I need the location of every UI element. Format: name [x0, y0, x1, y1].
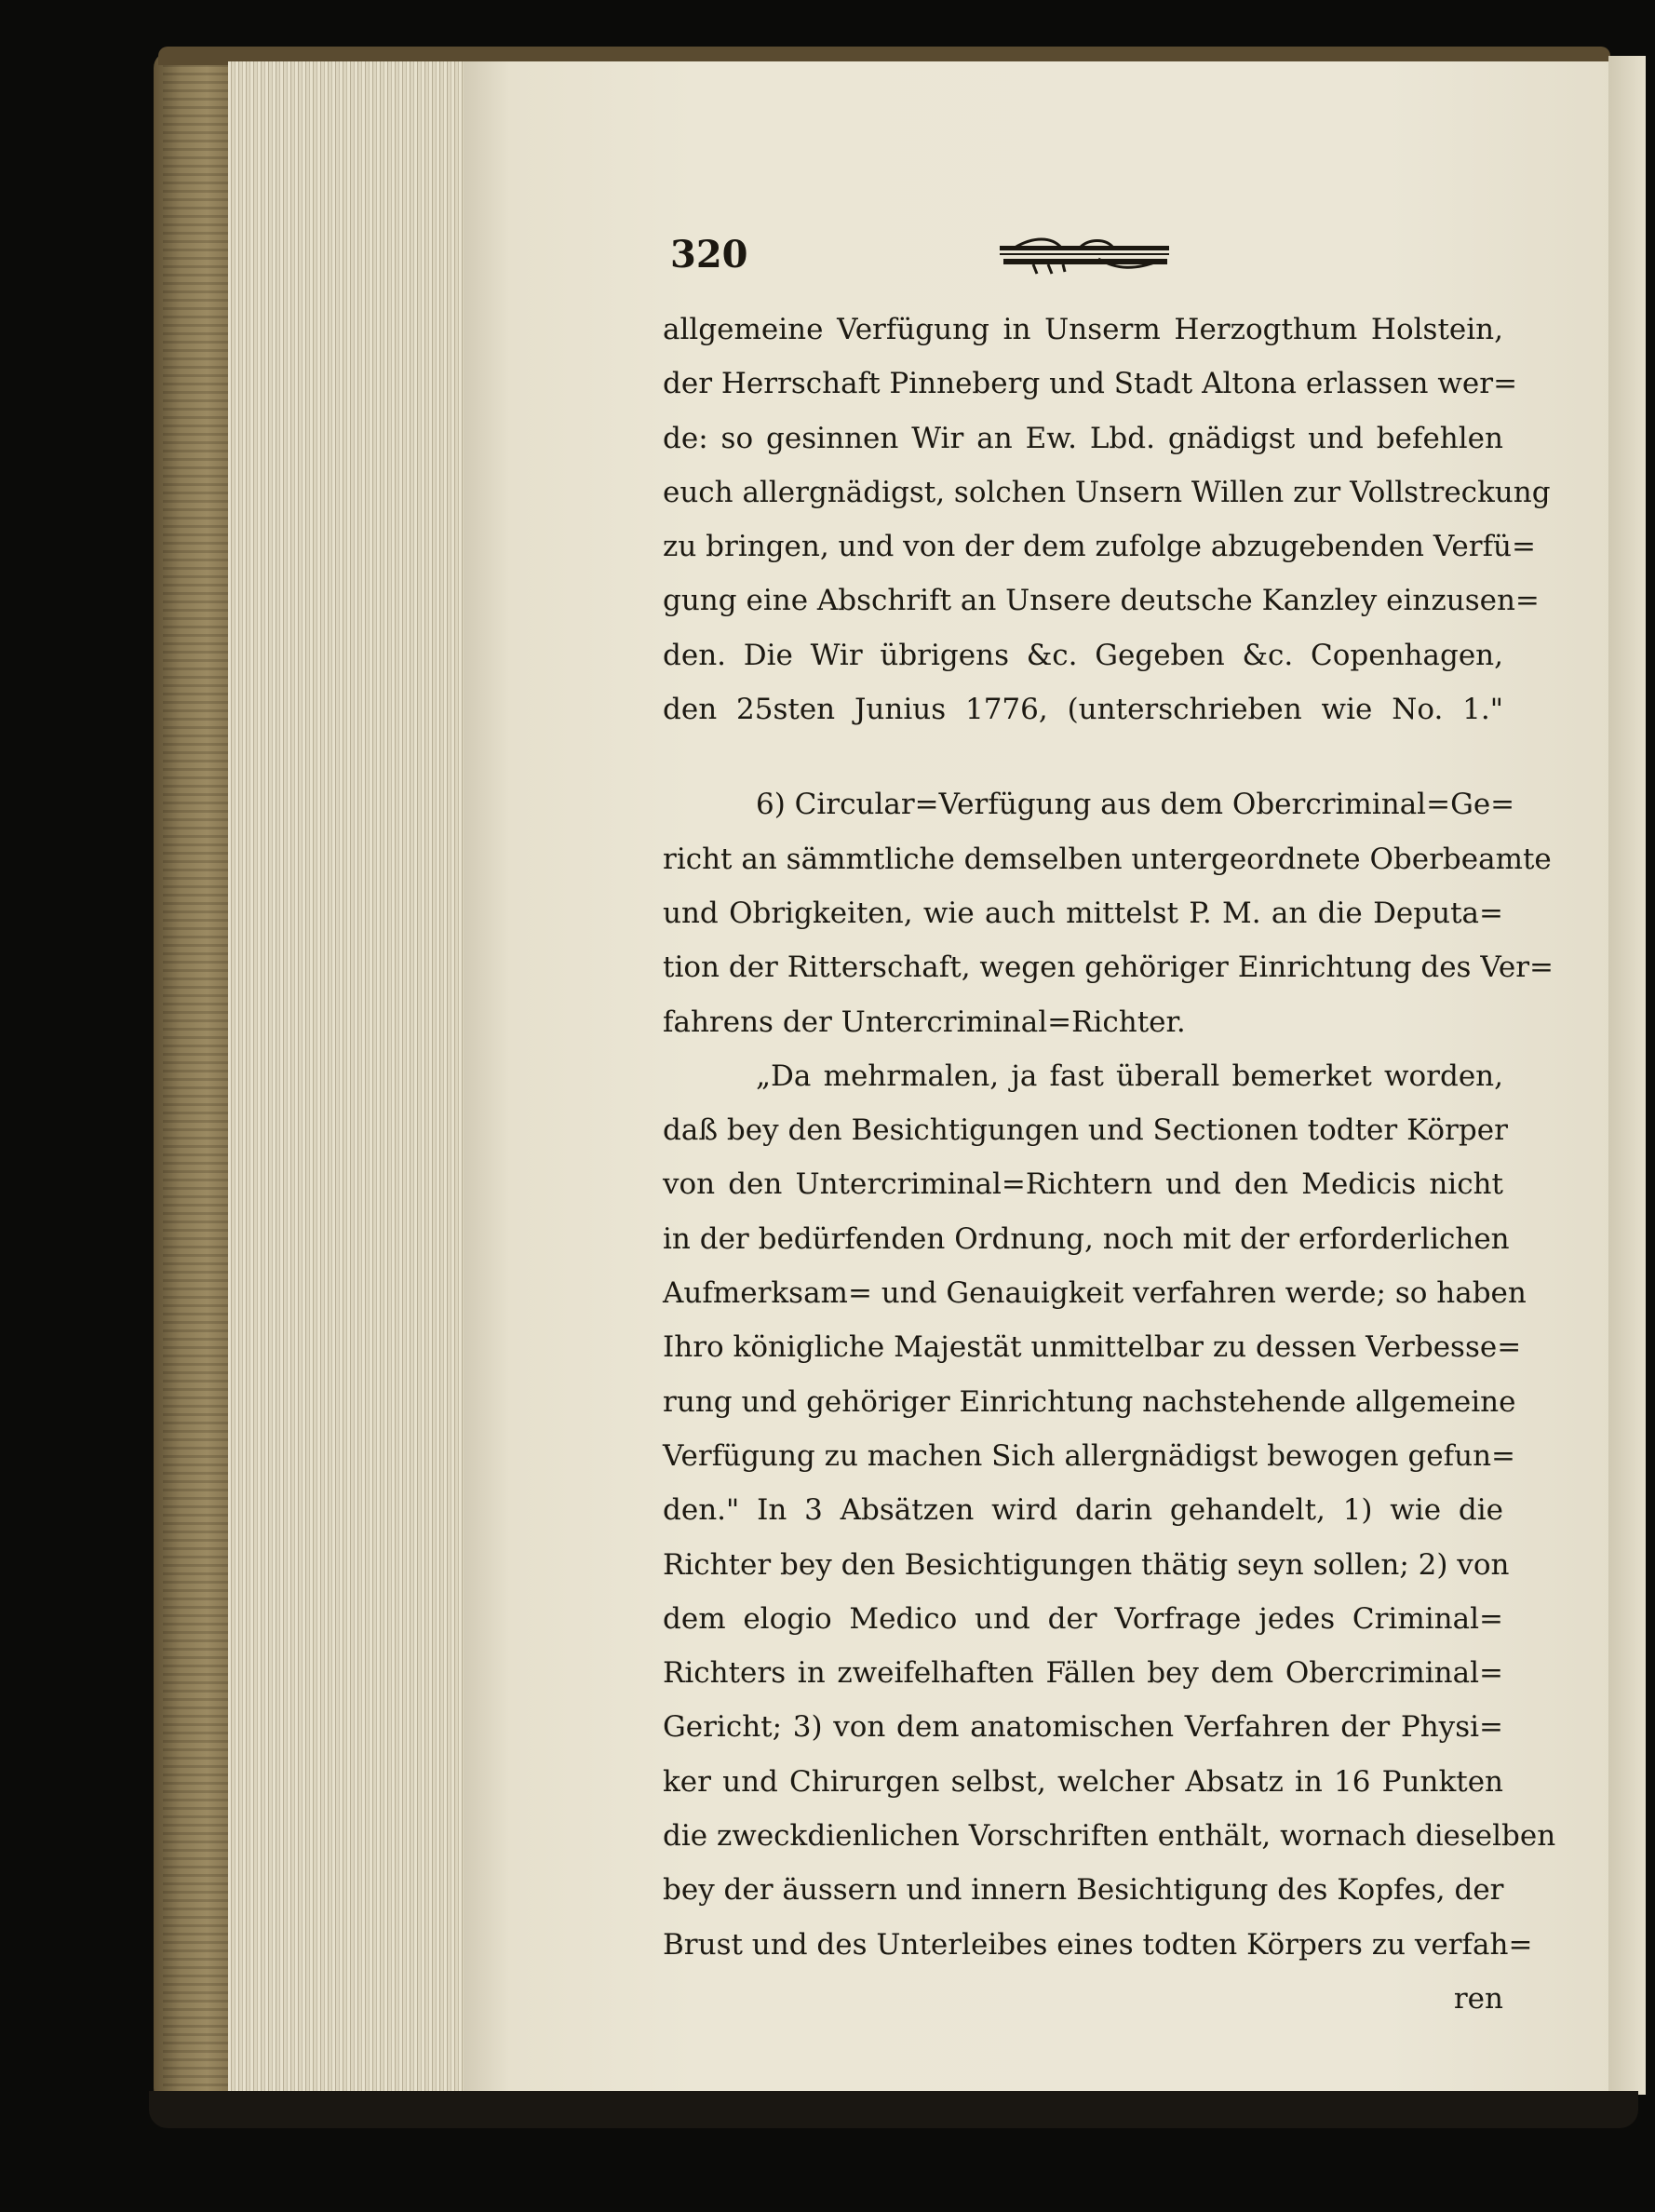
text-line: rung und gehöriger Einrichtung nachstehende allgemeine	[663, 1384, 1516, 1419]
text-line: euch allergnädigst, solchen Unsern Willen zur Vollstreckung	[663, 475, 1551, 509]
text-line: der Herrschaft Pinneberg und Stadt Altona erlassen wer=	[663, 367, 1518, 401]
catchword: ren	[1453, 1981, 1503, 2016]
page-number: 320	[670, 233, 748, 276]
text-line: in der bedürfenden Ordnung, noch mit der erforderlichen	[663, 1221, 1510, 1256]
page-text	[663, 303, 1556, 2026]
decorative-rule-ornament-icon	[996, 235, 1173, 276]
text-line: tion der Ritterschaft, wegen gehöriger Einrichtung des Ver=	[663, 951, 1554, 985]
text-line: Richters in zweifelhaften Fällen bey dem Obercriminal=	[663, 1656, 1503, 1691]
text-line: bey der äussern und innern Besichtigung des Kopfes, der	[663, 1873, 1504, 1908]
text-line: Aufmerksam= und Genauigkeit verfahren werde; so haben	[663, 1276, 1527, 1311]
text-line: Richter bey den Besichtigungen thätig seyn sollen; 2) von	[663, 1547, 1510, 1582]
text-line: den 25sten Junius 1776, (unterschrieben wie No. 1."	[663, 693, 1503, 727]
text-line: den. Die Wir übrigens &c. Gegeben &c. Copenhagen,	[663, 638, 1503, 672]
text-line: Gericht; 3) von dem anatomischen Verfahren der Physi=	[663, 1710, 1503, 1745]
paragraph-gap	[663, 736, 1503, 777]
text-line: ker und Chirurgen selbst, welcher Absatz in 16 Punkten	[663, 1764, 1503, 1799]
text-line: Brust und des Unterleibes eines todten Körpers zu verfah=	[663, 1927, 1533, 1962]
text-line: die zweckdienlichen Vorschriften enthält, wornach dieselben	[663, 1819, 1556, 1854]
text-line: den." In 3 Absätzen wird darin gehandelt, 1) wie die	[663, 1493, 1503, 1528]
text-line: gung eine Abschrift an Unsere deutsche Kanzley einzusen=	[663, 584, 1540, 618]
text-line: dem elogio Medico und der Vorfrage jedes Criminal=	[663, 1601, 1503, 1636]
page-edges	[228, 61, 465, 2091]
text-line: Verfügung zu machen Sich allergnädigst bewogen gefun=	[663, 1438, 1516, 1473]
text-line: und Obrigkeiten, wie auch mittelst P. M. an die Deputa=	[663, 896, 1503, 930]
page-header	[670, 233, 1508, 279]
text-line: allgemeine Verfügung in Unserm Herzogthum Holstein,	[663, 313, 1503, 346]
text-line: daß bey den Besichtigungen und Sectionen todter Körper	[663, 1113, 1508, 1148]
text-line: richt an sämmtliche demselben untergeordnete Oberbeamte	[663, 842, 1552, 876]
book-bottom-edge	[149, 2091, 1638, 2128]
text-line: „Da mehrmalen, ja fast überall bemerket worden,	[756, 1059, 1503, 1093]
text-line: 6) Circular=Verfügung aus dem Obercriminal=Ge=	[756, 788, 1515, 822]
text-line: Ihro königliche Majestät unmittelbar zu dessen Verbesse=	[663, 1330, 1522, 1365]
facing-page-edge	[1608, 56, 1646, 2095]
cover-texture	[163, 56, 237, 2104]
text-line: von den Untercriminal=Richtern und den Medicis nicht	[663, 1167, 1503, 1202]
text-line: de: so gesinnen Wir an Ew. Lbd. gnädigst und befehlen	[663, 421, 1503, 455]
text-line: fahrens der Untercriminal=Richter.	[663, 1005, 1186, 1039]
text-line: zu bringen, und von der dem zufolge abzugebenden Verfü=	[663, 530, 1536, 564]
